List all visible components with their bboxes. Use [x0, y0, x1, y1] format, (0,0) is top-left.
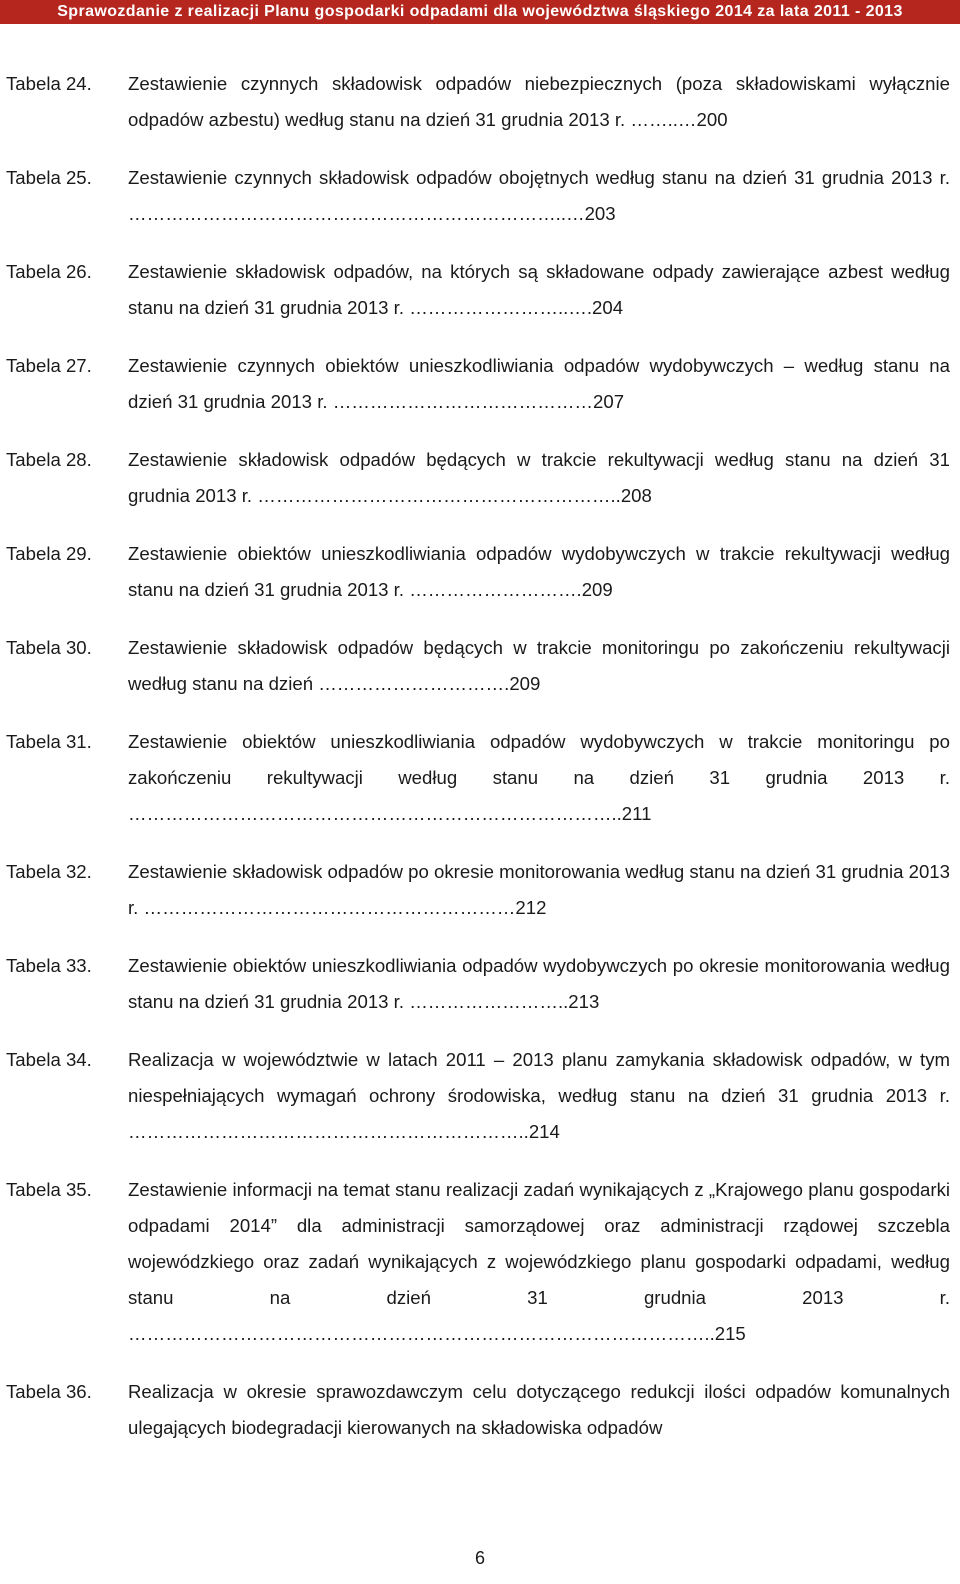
toc-entry-25	[0, 160, 960, 232]
toc-entry-label: Tabela 32.	[6, 861, 92, 882]
toc-entry-title: Zestawienie obiektów unieszkodliwiania odpadów wydobywczych w trakcie monitoringu po zakończeniu rekultywacji według stanu na dzień 31 grudnia 2013 r.	[128, 731, 950, 788]
toc-entry-24	[0, 66, 960, 138]
toc-entry-31	[0, 724, 960, 832]
toc-entry-page: 214	[528, 1121, 560, 1142]
document-header-title: Sprawozdanie z realizacji Planu gospodarki odpadami dla województwa śląskiego 2014 za lata 2011 - 2013	[0, 0, 960, 24]
toc-entry-title: Realizacja w okresie sprawozdawczym celu dotyczącego redukcji ilości odpadów komunalnych ulegających biodegradacji kierowanych na składowiska odpadów	[128, 1381, 950, 1438]
toc-entry-leader: ……………………………………………………………………..	[128, 803, 622, 824]
toc-entry-32	[0, 854, 960, 926]
toc-entry-label: Tabela 31.	[6, 731, 92, 752]
toc-entry-text	[128, 948, 950, 1020]
toc-entry-label: Tabela 26.	[6, 261, 92, 282]
toc-entry-title: Zestawienie składowisk odpadów będących w trakcie monitoringu po zakończeniu rekultywacji według stanu na dzień	[128, 637, 950, 694]
toc-entry-label: Tabela 33.	[6, 955, 92, 976]
toc-entry-36	[0, 1374, 960, 1446]
toc-entry-page: 211	[621, 803, 652, 824]
toc-entry-leader: ……………………………………………………	[138, 897, 516, 918]
toc-entry-page: 213	[568, 991, 600, 1012]
toc-entry-26	[0, 254, 960, 326]
toc-entry-page: 208	[620, 485, 652, 506]
toc-entry-label: Tabela 28.	[6, 449, 92, 470]
toc-entry-leader: ……………………….	[404, 579, 582, 600]
page-number: 6	[474, 1548, 485, 1568]
toc-entry-leader: ……………………..	[404, 991, 569, 1012]
toc-entry-34	[0, 1042, 960, 1150]
toc-entry-leader: ………………………………………………………..	[128, 1121, 529, 1142]
toc-entry-page: 207	[593, 391, 625, 412]
toc-entry-title: Zestawienie składowisk odpadów, na których są składowane odpady zawierające azbest według stanu na dzień 31 grudnia 2013 r.	[128, 261, 950, 318]
toc-entry-text	[128, 1374, 950, 1446]
toc-entry-leader: ……………………………………	[327, 391, 594, 412]
toc-entry-page: 200	[696, 109, 728, 130]
toc-entry-text	[128, 854, 950, 926]
toc-entry-29	[0, 536, 960, 608]
toc-entry-page: 209	[509, 673, 541, 694]
toc-entry-text	[128, 254, 950, 326]
toc-entry-label: Tabela 30.	[6, 637, 92, 658]
toc-entry-label: Tabela 25.	[6, 167, 92, 188]
toc-entry-leader: ………………………….	[313, 673, 510, 694]
toc-entry-title: Zestawienie obiektów unieszkodliwiania odpadów wydobywczych po okresie monitorowania według stanu na dzień 31 grudnia 2013 r.	[128, 955, 950, 1012]
toc-entry-leader: ……………………………………………………………..…	[128, 203, 585, 224]
toc-entry-text	[128, 1172, 950, 1352]
toc-entry-text	[128, 1042, 950, 1150]
toc-entry-title: Zestawienie czynnych obiektów unieszkodliwiania odpadów wydobywczych – według stanu na dzień 31 grudnia 2013 r.	[128, 355, 950, 412]
toc-entry-title: Zestawienie składowisk odpadów po okresie monitorowania według stanu na dzień 31 grudnia 2013 r.	[128, 861, 950, 918]
toc-entry-label: Tabela 36.	[6, 1381, 92, 1402]
toc-entry-title: Zestawienie obiektów unieszkodliwiania odpadów wydobywczych w trakcie rekultywacji według stanu na dzień 31 grudnia 2013 r.	[128, 543, 950, 600]
toc-entry-text	[128, 442, 950, 514]
toc-entry-35	[0, 1172, 960, 1352]
toc-entry-title: Zestawienie czynnych składowisk odpadów niebezpiecznych (poza składowiskami wyłącznie odpadów azbestu) według stanu na dzień 31 grudnia 2013 r.	[128, 73, 950, 130]
toc-entry-leader: ……………………..….	[404, 297, 593, 318]
toc-entry-28	[0, 442, 960, 514]
toc-entry-33	[0, 948, 960, 1020]
toc-entry-label: Tabela 29.	[6, 543, 92, 564]
toc-entry-text	[128, 724, 950, 832]
toc-entry-label: Tabela 34.	[6, 1049, 92, 1070]
toc-entry-page: 204	[592, 297, 624, 318]
toc-entry-leader: …………………………………………………..	[252, 485, 621, 506]
toc-entry-text	[128, 160, 950, 232]
toc-entry-text	[128, 348, 950, 420]
toc-entry-label: Tabela 27.	[6, 355, 92, 376]
toc-entry-title: Zestawienie składowisk odpadów będących w trakcie rekultywacji według stanu na dzień 31 grudnia 2013 r.	[128, 449, 950, 506]
toc-entry-text	[128, 66, 950, 138]
toc-entry-label: Tabela 35.	[6, 1179, 92, 1200]
toc-entry-page: 212	[515, 897, 547, 918]
toc-entry-leader: ……..…	[625, 109, 697, 130]
toc-entry-title: Zestawienie informacji na temat stanu realizacji zadań wynikających z „Krajowego planu gospodarki odpadami 2014” dla administracji samorządowej oraz administracji rządowej szczebla wojewódzkiego oraz zadań wynikających z wojewódzkiego planu gospodarki odpadami, według stanu na dzień 31 grudnia 2013 r.	[128, 1179, 950, 1308]
toc-entry-page: 215	[714, 1323, 746, 1344]
toc-entry-title: Realizacja w województwie w latach 2011 – 2013 planu zamykania składowisk odpadów, w tym niespełniających wymagań ochrony środowiska, według stanu na dzień 31 grudnia 2013 r.	[128, 1049, 950, 1106]
toc-entry-text	[128, 536, 950, 608]
toc-entry-leader: …………………………………………………………………………………..	[128, 1323, 715, 1344]
toc-entry-text	[128, 630, 950, 702]
toc-entry-page: 203	[584, 203, 616, 224]
toc-entry-page: 209	[581, 579, 613, 600]
toc-entry-title: Zestawienie czynnych składowisk odpadów obojętnych według stanu na dzień 31 grudnia 2013 r.	[128, 167, 950, 188]
toc-entry-30	[0, 630, 960, 702]
table-of-tables-list	[0, 66, 960, 1468]
toc-entry-27	[0, 348, 960, 420]
toc-entry-label: Tabela 24.	[6, 73, 92, 94]
